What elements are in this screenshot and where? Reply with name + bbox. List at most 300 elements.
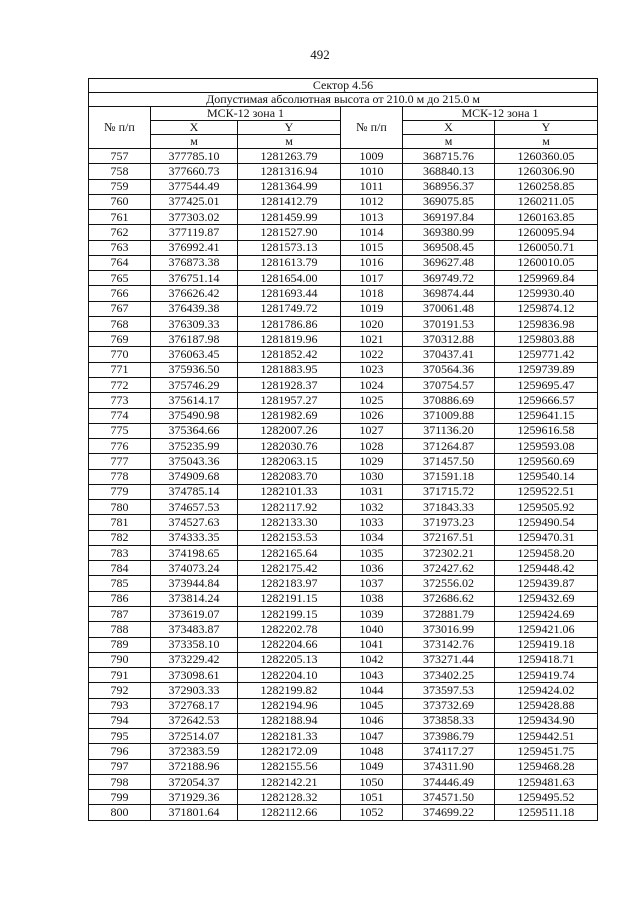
row-number-right: 1010 [341,164,403,179]
row-number-right: 1029 [341,454,403,469]
row-number-right: 1017 [341,271,403,286]
y-right: 1260095.94 [495,225,598,240]
y-left: 1282030.76 [238,439,341,454]
y-left: 1282183.97 [238,576,341,591]
x-right: 368715.76 [403,149,495,164]
row-number-right: 1027 [341,423,403,438]
y-right: 1259419.74 [495,668,598,683]
y-right: 1259666.57 [495,393,598,408]
row-number-left: 792 [89,683,151,698]
row-number-right: 1025 [341,393,403,408]
table-row [89,408,598,423]
y-left: 1281459.99 [238,210,341,225]
table-body [89,149,598,821]
table-row [89,515,598,530]
row-number-left: 763 [89,240,151,255]
unit-x-left: м [151,135,238,149]
x-left: 373814.24 [151,591,238,606]
y-left: 1282204.10 [238,668,341,683]
row-number-right: 1036 [341,561,403,576]
row-number-left: 786 [89,591,151,606]
row-number-left: 781 [89,515,151,530]
table-row [89,225,598,240]
table-row [89,347,598,362]
row-number-left: 764 [89,255,151,270]
y-right: 1259540.14 [495,469,598,484]
x-right: 370312.88 [403,332,495,347]
y-left: 1281316.94 [238,164,341,179]
row-number-right: 1033 [341,515,403,530]
x-right: 371973.23 [403,515,495,530]
y-left: 1282007.26 [238,423,341,438]
y-left: 1282199.82 [238,683,341,698]
x-right: 372302.21 [403,545,495,560]
coordinate-system-right: МСК-12 зона 1 [403,107,598,121]
table-row [89,759,598,774]
x-right: 373858.33 [403,713,495,728]
y-right: 1259481.63 [495,774,598,789]
unit-y-right: м [495,135,598,149]
x-left: 376063.45 [151,347,238,362]
row-number-right: 1015 [341,240,403,255]
row-number-right: 1014 [341,225,403,240]
x-left: 377303.02 [151,210,238,225]
y-left: 1282194.96 [238,698,341,713]
y-left: 1282191.15 [238,591,341,606]
row-number-left: 782 [89,530,151,545]
row-number-right: 1018 [341,286,403,301]
row-number-right: 1047 [341,729,403,744]
y-right: 1259424.69 [495,606,598,621]
x-left: 375936.50 [151,362,238,377]
row-number-left: 788 [89,622,151,637]
x-left: 374527.63 [151,515,238,530]
y-right: 1259468.28 [495,759,598,774]
x-right: 369380.99 [403,225,495,240]
x-left: 373619.07 [151,606,238,621]
x-left: 374073.24 [151,561,238,576]
x-left: 375490.98 [151,408,238,423]
y-right: 1259739.89 [495,362,598,377]
x-left: 377425.01 [151,194,238,209]
y-left: 1281786.86 [238,316,341,331]
row-number-left: 794 [89,713,151,728]
x-right: 371136.20 [403,423,495,438]
row-number-left: 800 [89,805,151,820]
y-right: 1259458.20 [495,545,598,560]
row-number-right: 1049 [341,759,403,774]
row-number-left: 760 [89,194,151,209]
table-row [89,194,598,209]
x-left: 377660.73 [151,164,238,179]
table-row [89,622,598,637]
row-number-left: 758 [89,164,151,179]
table-row [89,240,598,255]
y-left: 1282133.30 [238,515,341,530]
x-left: 372514.07 [151,729,238,744]
row-number-left: 787 [89,606,151,621]
column-header-x-left: X [151,121,238,135]
x-right: 374571.50 [403,790,495,805]
y-left: 1281957.27 [238,393,341,408]
unit-x-right: м [403,135,495,149]
row-number-left: 780 [89,500,151,515]
y-right: 1259616.58 [495,423,598,438]
x-right: 370886.69 [403,393,495,408]
y-right: 1259874.12 [495,301,598,316]
y-left: 1282063.15 [238,454,341,469]
x-right: 369874.44 [403,286,495,301]
x-left: 374657.53 [151,500,238,515]
y-right: 1259470.31 [495,530,598,545]
column-header-num-left: № п/п [89,107,151,149]
table-row [89,713,598,728]
x-right: 369075.85 [403,194,495,209]
x-left: 371801.64 [151,805,238,820]
table-row [89,805,598,820]
row-number-right: 1012 [341,194,403,209]
row-number-left: 785 [89,576,151,591]
table-row [89,576,598,591]
table-row [89,454,598,469]
y-left: 1282205.13 [238,652,341,667]
x-left: 372642.53 [151,713,238,728]
x-right: 370564.36 [403,362,495,377]
y-left: 1282175.42 [238,561,341,576]
table-row [89,179,598,194]
y-right: 1259836.98 [495,316,598,331]
y-left: 1281852.42 [238,347,341,362]
row-number-right: 1016 [341,255,403,270]
x-left: 375746.29 [151,377,238,392]
x-right: 373016.99 [403,622,495,637]
row-number-right: 1043 [341,668,403,683]
row-number-left: 761 [89,210,151,225]
row-number-right: 1023 [341,362,403,377]
table-row [89,500,598,515]
y-right: 1260010.05 [495,255,598,270]
row-number-right: 1021 [341,332,403,347]
y-right: 1259522.51 [495,484,598,499]
table-row [89,530,598,545]
table-row [89,255,598,270]
x-right: 373732.69 [403,698,495,713]
y-right: 1259424.02 [495,683,598,698]
row-number-right: 1024 [341,377,403,392]
x-right: 373402.25 [403,668,495,683]
x-right: 372686.62 [403,591,495,606]
y-right: 1259418.71 [495,652,598,667]
row-number-left: 776 [89,439,151,454]
y-left: 1281883.95 [238,362,341,377]
x-left: 374785.14 [151,484,238,499]
unit-y-left: м [238,135,341,149]
table-row [89,469,598,484]
row-number-right: 1048 [341,744,403,759]
x-right: 374311.90 [403,759,495,774]
row-number-left: 766 [89,286,151,301]
x-right: 371009.88 [403,408,495,423]
row-number-right: 1035 [341,545,403,560]
x-left: 375043.36 [151,454,238,469]
row-number-right: 1037 [341,576,403,591]
row-number-left: 793 [89,698,151,713]
row-number-left: 769 [89,332,151,347]
row-number-left: 767 [89,301,151,316]
x-right: 368840.13 [403,164,495,179]
x-right: 369749.72 [403,271,495,286]
y-left: 1281613.79 [238,255,341,270]
y-right: 1259419.18 [495,637,598,652]
y-left: 1281819.96 [238,332,341,347]
y-right: 1260258.85 [495,179,598,194]
y-left: 1281982.69 [238,408,341,423]
y-left: 1281654.00 [238,271,341,286]
row-number-right: 1038 [341,591,403,606]
y-right: 1260360.05 [495,149,598,164]
row-number-right: 1046 [341,713,403,728]
column-header-y-left: Y [238,121,341,135]
y-right: 1259442.51 [495,729,598,744]
x-right: 372427.62 [403,561,495,576]
y-right: 1259421.06 [495,622,598,637]
x-left: 372054.37 [151,774,238,789]
x-right: 371457.50 [403,454,495,469]
x-left: 376992.41 [151,240,238,255]
x-left: 375614.17 [151,393,238,408]
row-number-left: 783 [89,545,151,560]
table-row [89,149,598,164]
x-left: 375235.99 [151,439,238,454]
y-left: 1281412.79 [238,194,341,209]
table-row [89,439,598,454]
row-number-left: 779 [89,484,151,499]
row-number-right: 1020 [341,316,403,331]
x-left: 377785.10 [151,149,238,164]
x-left: 374909.68 [151,469,238,484]
x-left: 377544.49 [151,179,238,194]
table-row [89,729,598,744]
table-row [89,652,598,667]
y-left: 1281527.90 [238,225,341,240]
y-right: 1259505.92 [495,500,598,515]
table-row [89,606,598,621]
x-left: 371929.36 [151,790,238,805]
table-row [89,362,598,377]
table-row [89,393,598,408]
x-right: 374117.27 [403,744,495,759]
x-right: 373271.44 [403,652,495,667]
column-header-y-right: Y [495,121,598,135]
y-right: 1259448.42 [495,561,598,576]
row-number-right: 1045 [341,698,403,713]
row-number-right: 1052 [341,805,403,820]
y-right: 1259969.84 [495,271,598,286]
table-row [89,423,598,438]
y-right: 1260306.90 [495,164,598,179]
x-right: 371715.72 [403,484,495,499]
y-left: 1281693.44 [238,286,341,301]
x-right: 372167.51 [403,530,495,545]
y-left: 1282181.33 [238,729,341,744]
row-number-right: 1022 [341,347,403,362]
table-row [89,377,598,392]
sector-title: Сектор 4.56 [89,79,598,93]
table-row [89,545,598,560]
coordinate-system-left: МСК-12 зона 1 [151,107,341,121]
row-number-left: 799 [89,790,151,805]
row-number-right: 1030 [341,469,403,484]
y-left: 1282155.56 [238,759,341,774]
row-number-left: 798 [89,774,151,789]
table-row [89,744,598,759]
row-number-left: 773 [89,393,151,408]
x-right: 370754.57 [403,377,495,392]
y-left: 1282202.78 [238,622,341,637]
row-number-left: 765 [89,271,151,286]
row-number-left: 774 [89,408,151,423]
y-left: 1282165.64 [238,545,341,560]
y-left: 1282083.70 [238,469,341,484]
column-header-x-right: X [403,121,495,135]
x-right: 374446.49 [403,774,495,789]
x-right: 374699.22 [403,805,495,820]
x-right: 369508.45 [403,240,495,255]
row-number-left: 771 [89,362,151,377]
x-left: 373229.42 [151,652,238,667]
x-left: 374198.65 [151,545,238,560]
row-number-left: 777 [89,454,151,469]
x-left: 375364.66 [151,423,238,438]
row-number-right: 1039 [341,606,403,621]
x-left: 376439.38 [151,301,238,316]
row-number-right: 1011 [341,179,403,194]
y-right: 1259771.42 [495,347,598,362]
row-number-right: 1031 [341,484,403,499]
coordinates-table [88,78,598,821]
x-right: 369197.84 [403,210,495,225]
x-right: 373986.79 [403,729,495,744]
y-left: 1282142.21 [238,774,341,789]
row-number-left: 796 [89,744,151,759]
x-right: 372881.79 [403,606,495,621]
y-left: 1281573.13 [238,240,341,255]
row-number-right: 1034 [341,530,403,545]
table-row [89,668,598,683]
y-left: 1281263.79 [238,149,341,164]
y-right: 1259495.52 [495,790,598,805]
row-number-right: 1040 [341,622,403,637]
row-number-left: 772 [89,377,151,392]
row-number-right: 1041 [341,637,403,652]
x-right: 371264.87 [403,439,495,454]
table-row [89,164,598,179]
row-number-left: 778 [89,469,151,484]
y-left: 1281364.99 [238,179,341,194]
x-left: 376873.38 [151,255,238,270]
y-right: 1259432.69 [495,591,598,606]
table-row [89,301,598,316]
row-number-right: 1013 [341,210,403,225]
x-left: 374333.35 [151,530,238,545]
row-number-left: 797 [89,759,151,774]
y-right: 1259434.90 [495,713,598,728]
row-number-right: 1028 [341,439,403,454]
y-left: 1282199.15 [238,606,341,621]
table-row [89,316,598,331]
row-number-left: 791 [89,668,151,683]
y-right: 1259695.47 [495,377,598,392]
x-right: 370437.41 [403,347,495,362]
y-left: 1282153.53 [238,530,341,545]
height-note: Допустимая абсолютная высота от 210.0 м до 215.0 м [89,93,598,107]
x-right: 373597.53 [403,683,495,698]
y-right: 1259490.54 [495,515,598,530]
x-left: 373944.84 [151,576,238,591]
column-header-num-right: № п/п [341,107,403,149]
table-row [89,286,598,301]
y-left: 1282117.92 [238,500,341,515]
row-number-left: 795 [89,729,151,744]
table-row [89,698,598,713]
row-number-left: 790 [89,652,151,667]
row-number-left: 762 [89,225,151,240]
y-left: 1282101.33 [238,484,341,499]
y-right: 1259930.40 [495,286,598,301]
table-row [89,332,598,347]
page-number: 492 [310,47,330,62]
y-right: 1260050.71 [495,240,598,255]
table-row [89,484,598,499]
x-left: 376187.98 [151,332,238,347]
row-number-right: 1044 [341,683,403,698]
table-row [89,591,598,606]
row-number-left: 784 [89,561,151,576]
y-right: 1259428.88 [495,698,598,713]
y-right: 1259641.15 [495,408,598,423]
x-right: 371843.33 [403,500,495,515]
row-number-right: 1026 [341,408,403,423]
x-left: 373098.61 [151,668,238,683]
x-left: 372768.17 [151,698,238,713]
row-number-right: 1032 [341,500,403,515]
row-number-left: 789 [89,637,151,652]
x-left: 372383.59 [151,744,238,759]
row-number-right: 1042 [341,652,403,667]
x-left: 373358.10 [151,637,238,652]
x-left: 373483.87 [151,622,238,637]
y-right: 1259593.08 [495,439,598,454]
x-right: 371591.18 [403,469,495,484]
x-left: 377119.87 [151,225,238,240]
x-right: 373142.76 [403,637,495,652]
table-row [89,210,598,225]
y-right: 1260163.85 [495,210,598,225]
x-right: 370191.53 [403,316,495,331]
row-number-right: 1051 [341,790,403,805]
row-number-right: 1050 [341,774,403,789]
table-row [89,637,598,652]
row-number-right: 1009 [341,149,403,164]
x-right: 369627.48 [403,255,495,270]
x-left: 376626.42 [151,286,238,301]
row-number-left: 770 [89,347,151,362]
table-row [89,683,598,698]
row-number-left: 757 [89,149,151,164]
y-left: 1282172.09 [238,744,341,759]
table-row [89,561,598,576]
table-row [89,774,598,789]
